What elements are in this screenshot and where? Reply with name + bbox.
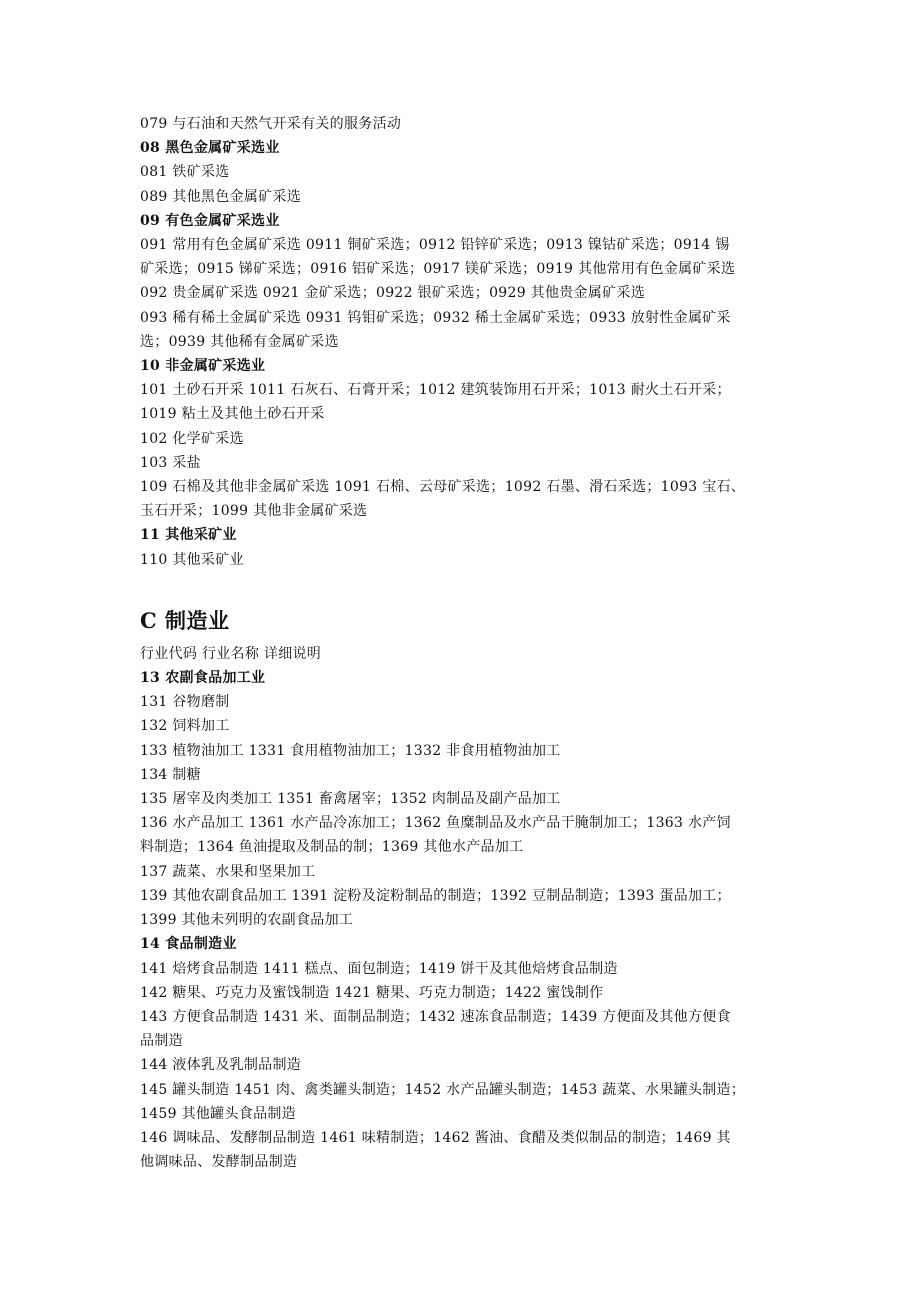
text-line: 135 屠宰及肉类加工 1351 畜禽屠宰；1352 肉制品及副产品加工 xyxy=(140,791,561,808)
text-line: 133 植物油加工 1331 食用植物油加工；1332 非食用植物油加工 xyxy=(140,742,561,759)
text-line: 079 与石油和天然气开采有关的服务活动 xyxy=(140,116,402,132)
text-line: 103 采盐 xyxy=(140,454,201,471)
mining-section xyxy=(140,112,810,572)
category-heading: 13 农副食品加工业 xyxy=(140,670,266,687)
text-line: 091 常用有色金属矿采选 0911 铜矿采选；0912 铅锌矿采选；0913 镍钴矿采选；0914 锡 xyxy=(140,237,730,254)
text-line: 143 方便食品制造 1431 米、面制品制造；1432 速冻食品制造；1439 方便面及其他方便食 xyxy=(140,1008,731,1025)
text-line: 矿采选；0915 锑矿采选；0916 铝矿采选；0917 镁矿采选；0919 其他常用有色金属矿采选 xyxy=(140,261,736,278)
category-heading: 11 其他采矿业 xyxy=(140,527,237,544)
text-line: 他调味品、发酵制品制造 xyxy=(140,1154,298,1171)
text-line: 146 调味品、发酵制品制造 1461 味精制造；1462 酱油、食醋及类似制品的制造；1469 其 xyxy=(140,1129,731,1146)
text-line: 行业代码 行业名称 详细说明 xyxy=(140,645,322,662)
text-line: 145 罐头制造 1451 肉、禽类罐头制造；1452 水产品罐头制造；1453 蔬菜、水果罐头制造； xyxy=(140,1081,746,1098)
category-heading: 14 食品制造业 xyxy=(140,936,237,953)
text-line: 110 其他采矿业 xyxy=(140,551,244,568)
text-line: 101 土砂石开采 1011 石灰石、石膏开采；1012 建筑装饰用石开采；1013 耐火土石开采； xyxy=(140,382,731,399)
text-line: 142 糖果、巧克力及蜜饯制造 1421 糖果、巧克力制造；1422 蜜饯制作 xyxy=(140,984,604,1001)
text-line: 134 制糖 xyxy=(140,766,201,783)
text-line: 1399 其他未列明的农副食品加工 xyxy=(140,912,354,929)
text-line: 玉石开采；1099 其他非金属矿采选 xyxy=(140,503,368,520)
section-heading-manufacturing: C 制造业 xyxy=(140,607,230,633)
text-line: 1459 其他罐头食品制造 xyxy=(140,1105,296,1122)
text-line: 093 稀有稀土金属矿采选 0931 钨钼矿采选；0932 稀土金属矿采选；0933 放射性金属矿采 xyxy=(140,309,731,326)
text-line: 136 水产品加工 1361 水产品冷冻加工；1362 鱼糜制品及水产品干腌制加工；1363 水产饲 xyxy=(140,815,731,832)
text-line: 137 蔬菜、水果和坚果加工 xyxy=(140,863,316,880)
category-heading: 08 黑色金属矿采选业 xyxy=(140,140,280,157)
text-line: 131 谷物磨制 xyxy=(140,694,230,711)
text-line: 144 液体乳及乳制品制造 xyxy=(140,1057,302,1074)
text-line: 料制造；1364 鱼油提取及制品的制；1369 其他水产品加工 xyxy=(140,839,524,856)
text-line: 132 饲料加工 xyxy=(140,718,230,735)
category-heading: 09 有色金属矿采选业 xyxy=(140,212,280,229)
text-line: 092 贵金属矿采选 0921 金矿采选；0922 银矿采选；0929 其他贵金属矿采选 xyxy=(140,285,646,302)
text-line: 089 其他黑色金属矿采选 xyxy=(140,188,302,205)
manufacturing-section xyxy=(140,642,810,1174)
text-line: 选；0939 其他稀有金属矿采选 xyxy=(140,333,339,350)
text-line: 081 铁矿采选 xyxy=(140,164,230,181)
text-line: 102 化学矿采选 xyxy=(140,430,244,447)
category-heading: 10 非金属矿采选业 xyxy=(140,358,266,375)
text-line: 1019 粘土及其他土砂石开采 xyxy=(140,406,325,423)
text-line: 141 焙烤食品制造 1411 糕点、面包制造；1419 饼干及其他焙烤食品制造 xyxy=(140,960,618,977)
text-line: 139 其他农副食品加工 1391 淀粉及淀粉制品的制造；1392 豆制品制造；1393 蛋品加工； xyxy=(140,887,731,904)
text-line: 品制造 xyxy=(140,1033,183,1050)
text-line: 109 石棉及其他非金属矿采选 1091 石棉、云母矿采选；1092 石墨、滑石采选；1093 宝石、 xyxy=(140,479,746,496)
